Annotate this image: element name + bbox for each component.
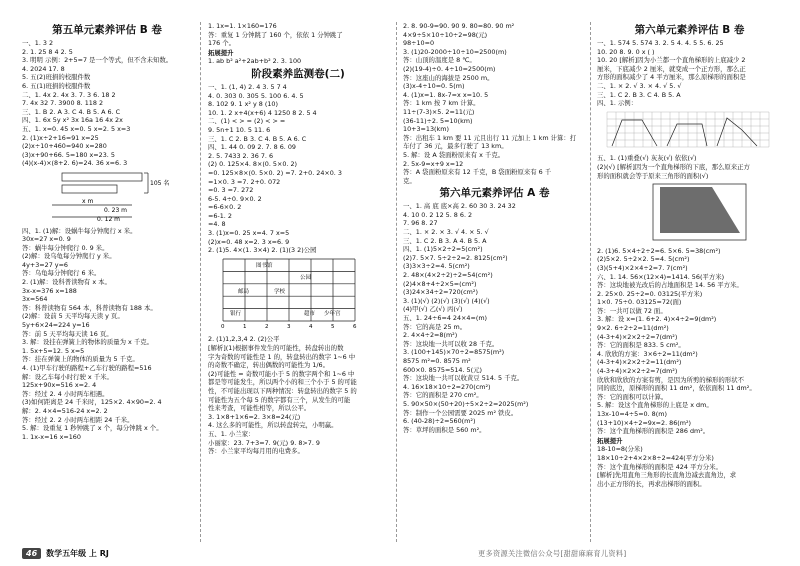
section-title-stage2: 阶段素养监测卷(二) [251, 67, 345, 80]
answer-line: 4. 16×18×10÷2=270(cm²) [403, 382, 491, 391]
answer-line: 9×2. 6÷2÷2=11(dm²) [597, 324, 669, 333]
answer-list-unit5-b [22, 39, 192, 168]
answer-line: 10+3=13(km) [403, 125, 449, 134]
answer-line: 性来考查，可能性相等，所以公平。 [208, 404, 311, 413]
answer-line: 4. (1)x=1. 8x-7=x x=10. 5 [403, 90, 489, 99]
answer-line: 3. 解：设挂在弹簧上的物体的质量为 x 千克。 [22, 338, 154, 347]
answer-line: 5. 90×50×(50+20)÷5×2÷2=2025(m²) [403, 399, 529, 408]
answer-line: (2)解：设乌龟每分钟爬行 y 米。 [22, 252, 116, 261]
map-axis-tick: 0 [221, 323, 225, 330]
answer-line: 3. 解：设 x=(1. 6+2. 4)×4÷2=9(dm²) [597, 315, 717, 324]
answer-line: =0. 3 =7. 272 [208, 186, 254, 195]
shaded-trapezoid-figure [652, 183, 747, 241]
answer-line: 2. 5. 7433 2. 36 7. 6 [208, 151, 274, 160]
column-divider-3 [590, 22, 591, 542]
answer-line: 答：重复 1 分钟跳了 160 个，依依 1 分钟跳了 [208, 30, 343, 39]
answer-line: 字为奇数的可能性是 1 的，转盘转出的数字 1~6 中 [208, 352, 356, 361]
answer-line: 3x=564 [22, 295, 48, 304]
answer-line: 二、(1) < > = (2) < > = [208, 117, 286, 126]
answer-line: 2. (1)5. 4×(1. 3×4) 2. (1)(3 2)公园 [208, 246, 317, 255]
map-label-park: 公园 [300, 274, 312, 281]
answer-line: 4. 2024 17. 8 [22, 64, 65, 73]
answer-line: (4)甲(√) 乙(√) 丙(√) [403, 305, 463, 314]
answer-line: 125x+90x=516 x=2. 4 [22, 381, 97, 390]
answer-line: 3x-x=376 x=188 [22, 286, 77, 295]
answer-line: 答：这块地一共可以收黄豆 514. 5 千克。 [403, 374, 524, 383]
answer-line: 答：一共可以做 72 面。 [597, 306, 667, 315]
answer-line: 解：2. 4×4=516-24 x=2. 2 [22, 406, 108, 415]
answer-line: 2. 48×(4×2÷2)÷2=54(cm²) [403, 271, 493, 280]
answer-line: 3. (1)x=0. 25 x=4. 7 x=5 [208, 229, 290, 238]
answer-line: 同的底边，原梯形的面积 11 dm²，依依面积 11 dm²。 [597, 384, 756, 393]
map-axis-tick: 4 [309, 323, 313, 330]
grid-example-figure [597, 110, 777, 150]
answer-line: 答：A 袋面粉原来有 12 千克，B 袋面粉原来有 6 千 [403, 168, 552, 177]
answer-line: 1. 5x+5=12. 5 x=5 [22, 346, 85, 355]
answer-line: 四、1. (1)5×2÷2=5(cm²) [403, 245, 483, 254]
answer-line: (3)3×3÷2=4. 5(cm²) [403, 262, 470, 271]
answer-line: 答：蜗牛每分钟爬行 0. 9 米。 [22, 243, 109, 252]
answer-line: 18×10÷2+4×2×8÷2=424(平方分米) [597, 453, 714, 462]
answer-list-continued-2 [403, 22, 586, 185]
answer-line: 3. (1)20-2000÷10÷10=2500(m) [403, 47, 507, 56]
answer-line: 10. 1. 2 x+4(x+6) 4 1250 8 2. 5 4 [208, 108, 317, 117]
answer-line: 9. 5n+1 10. 5 11. 6 [208, 125, 271, 134]
answer-line: 10. 20 [解析]因为小兰都一个直角梯形的上底减少 2 [597, 56, 746, 65]
answer-line: 四、1. 示例： [597, 99, 638, 108]
answer-line: (4-3+4)×2×2÷2=11(dm²) [597, 358, 682, 367]
answer-list-stage2 [208, 83, 388, 255]
answer-line: =4. 8 [208, 220, 226, 229]
answer-line: 小丽家：23. 7+3=7. 9(元) 9. 8>7. 9 [208, 438, 320, 447]
answer-line: (2)x=0. 48 x=2. 3 x=6. 9 [208, 237, 290, 246]
answer-line: 四、1. 44 0. 09 2. 7. 8 6. 09 [208, 143, 296, 152]
expand-title: 拓展提升 [208, 48, 234, 57]
expand-answers-2 [597, 445, 782, 488]
answer-line: 一、1. (1, 4) 2. 4 3. 5 7 4 [208, 82, 287, 91]
answer-line: (4)(x-4)×(8+2. 6)=24. 36 x=6. 3 [22, 159, 128, 168]
answer-line: 五、1. x=0. 45 x=0. 5 x=2. 5 x=3 [22, 124, 131, 133]
answer-line: (3)x+90+66. 5=180 x=23. 5 [22, 150, 115, 159]
bar-diagram-label: 105 名 [150, 179, 170, 187]
answer-line: 4. 欣欣的方案：3×6÷2=11(dm²) [597, 349, 698, 358]
answer-line: 三、1. C 2. B 3. C 4. B 5. A [597, 90, 681, 99]
answer-line: 8575 m²=0. 8575 m² [403, 356, 471, 365]
answer-line: 5. 解：设 A 袋面粉原来有 x 千克。 [403, 150, 505, 159]
answer-line: 一、1. 3 2 [22, 39, 54, 47]
answer-line: 克。 [403, 176, 416, 185]
answer-line: 3. (1)(√) (2)(√) (3)(√) (4)(√) [403, 296, 490, 305]
section-title-unit6-a: 第六单元素养评估 A 卷 [439, 187, 550, 200]
answer-line: (3)如何距离是 24 千米时，125×2. 4×90=2. 4 [22, 398, 162, 407]
answer-line: 4y+3=27 y=6 [22, 260, 68, 269]
answer-line: 600×0. 8575=514. 5(元) [403, 365, 483, 374]
answer-line: 5. 解：设重复 1 秒钟跳了 x 个，每分钟跳 x 个。 [22, 424, 163, 433]
answer-line: 答：它的高是 25 m。 [403, 322, 467, 331]
answer-line: 4. 这么多的可能性，所以转盘转完，小明赢。 [208, 421, 338, 430]
answer-line: 6. (40-28)÷2=560(m²) [403, 417, 476, 426]
answer-line: 13x-10=4÷5=0. 8(m) [597, 410, 667, 418]
expand-title-2: 拓展提升 [597, 436, 623, 445]
answer-line: 1×0. 75÷0. 03125=72(面) [597, 298, 682, 307]
answer-line: 2. 4×4÷2=8(m²) [403, 331, 458, 340]
answer-line: 答：这块地一共可以收 28 千克。 [403, 339, 499, 348]
answer-line: 1. 1x=1. 1×160=176 [208, 22, 277, 30]
answer-line: 2. (1)解：设科普读物有 x 本。 [22, 278, 111, 287]
answer-line: 1. 1x-x=16 x=160 [22, 432, 81, 441]
answer-line: 性，不可能出现以下两种情况：转盘转出的数字 5 的 [208, 387, 357, 395]
answer-line: 答：挂在弹簧上的物体的质量为 5 千克。 [22, 355, 139, 364]
answer-line: 1. ab b² a²+2ab+b² 2. 3. 100 [208, 57, 302, 66]
answer-line: 五、1. 24÷6=4 24×4=(m) [403, 314, 488, 322]
answer-line: =6-6×0. 2 [208, 203, 242, 212]
answer-line: (2)可能性 = 奇数可能小于 5 的数字两个和 1~6 中 [208, 369, 355, 378]
map-label-library: 图书馆 [256, 262, 273, 269]
answer-line: 二、1. × 2. √ 3. × 4. √ 5. √ [597, 81, 682, 90]
answer-line: 3. 明明 示例：2+5=7 是一个等式，但不含未知数。 [22, 56, 173, 65]
answer-line: 4×9÷5×10÷10÷2=98(元) [403, 30, 488, 39]
answer-line: 形的面积就会等于原来三角形的面积(√) [597, 171, 709, 180]
column-2 [208, 22, 388, 456]
answer-line: 8. 102 9. 1 x² y 8 (10) [208, 100, 278, 109]
answer-line: [解析](1)根据事件发生的可能性，转盘转出的数 [208, 344, 344, 353]
bar-diagram [22, 170, 192, 222]
watermark-text: 更多资源关注微信公众号[甜甜麻麻育儿资料] [478, 549, 627, 558]
answer-line: (2)(√) [解析]因为一个直角梯形的下底，那么原来正方 [597, 162, 750, 171]
answer-line: (13+10)×4÷2=9x=2. 86(m²) [597, 418, 692, 427]
map-label-bank: 银行 [230, 310, 242, 317]
answer-line: 答：制作一个公园需要 2025 m² 铁皮。 [403, 408, 518, 417]
answer-line: (2)(19-4)÷0. 4÷10=2500(m) [403, 64, 496, 73]
answer-line: 答：经过 2. 2 小时两车相距 24 千米。 [22, 415, 134, 424]
map-axis-tick: 3 [287, 323, 291, 330]
answer-line: 五、1. 小兰家： [208, 429, 255, 438]
answer-line: 出小正方形的长，再求出梯形的面积。 [597, 479, 706, 488]
answer-line: (3)x-4÷10=0. 5(m) [403, 82, 465, 91]
answer-line: 5. 五(2)班捐的校服件数 [22, 73, 91, 82]
answer-line: (4-3+4)×2×2÷2=7(dm²) [597, 367, 678, 376]
answer-line: 答：这座山的海拔是 2500 m。 [403, 73, 494, 82]
page-number: 46 [22, 548, 41, 559]
answer-line: 的奇数不确定，转出偶数的可能性为 1/6。 [208, 361, 329, 370]
answer-line: 30x=27 x=0. 9 [22, 235, 71, 244]
section-title-unit5-b: 第五单元素养评估 B 卷 [52, 24, 162, 36]
answer-line: 5y+6×24=224 y=16 [22, 321, 90, 330]
answer-line: 答：出租车 1 km 要 11 元且出行 11 元加上 1 km 计算：打 [403, 133, 577, 142]
column-1 [22, 22, 192, 441]
answer-line: (4-3+4)×2×2÷2=7(dm²) [597, 332, 678, 341]
answer-line: 一、1. 574 5. 574 3. 2. 5 4. 4. 5 5. 6. 25 [597, 39, 724, 47]
answer-line: 18-10=8(分米) [597, 445, 643, 454]
map-axis-tick: 1 [243, 323, 247, 330]
answer-list-unit6-b-part3 [597, 247, 782, 436]
answer-list-unit6-b [597, 39, 782, 108]
answer-line: =1×0. 3 =7. 2+0. 072 [208, 177, 281, 186]
answer-line: 答：草坪的面积是 560 m²。 [403, 425, 486, 434]
answer-line: 6. 五(1)班捐的校服件数 [22, 81, 91, 90]
answer-line: 11÷(7-3)×5. 2=11(元) [403, 107, 475, 116]
footer-title: 数学五年级 上 RJ [46, 549, 109, 558]
answer-line: 可能性为五个每 5 的数字都有三个，从发生的可能 [208, 395, 351, 404]
answer-line: 六、1. 14. 56×(12×4)=1414. 56(平方米) [597, 272, 725, 281]
answer-line: (2)x÷10+460=940 x=280 [22, 142, 107, 151]
column-divider-2 [396, 22, 397, 542]
answer-line: 车付了 36 元，最多行驶了 13 km。 [403, 142, 508, 151]
answer-line: 6-5. 4÷0. 9×0. 2 [208, 194, 262, 203]
answer-line: (2)7. 5×7. 5÷2÷2=2. 8125(cm²) [403, 253, 508, 262]
answer-line: =0. 125×8×(0. 5×0. 2) =7. 2+0. 24×0. 3 [208, 168, 342, 177]
answer-line: 答：经过 2. 4 小时两车相遇。 [22, 389, 109, 398]
answer-line: 三、1. C 2. B 3. A 4. B 5. A [403, 236, 487, 245]
answer-line: 都是等可能发生，所以两个小的和三个小于 5 的可能 [208, 378, 357, 387]
answer-line: 4. 0. 303 0. 305 5. 100 6. 4. 5 [208, 91, 304, 100]
segment-label-x: x m [82, 197, 94, 205]
coordinate-map [208, 257, 378, 331]
answer-line: 答：它的面积是 833. 5 cm²。 [597, 341, 685, 350]
answer-line: 二、1. × 2. × 3. √ 4. × 5. √ [403, 228, 489, 237]
answer-line: [解析]先用直角三角形的长直角边减去直角边，求 [597, 471, 737, 480]
segment-label-023: 0. 23 m [104, 206, 128, 214]
map-axis-tick: 5 [331, 323, 335, 330]
answer-line: 176 个。 [208, 39, 236, 48]
answer-list-unit6-a [403, 202, 586, 434]
column-3 [403, 22, 586, 434]
answer-line: (2)4×8+4÷2×5=(cm²) [403, 279, 477, 288]
answer-line: 5. 解：设这个直角梯形的上底是 x dm。 [597, 401, 713, 410]
answer-line: 答：它的面积是 270 cm²。 [403, 391, 483, 400]
map-label-youth: 少年宫 [324, 310, 341, 317]
segment-label-012: 0. 12 m [97, 215, 121, 222]
answer-line: =6-1. 2 [208, 211, 232, 220]
map-label-post: 邮局 [238, 288, 250, 295]
answer-line: 3. 1×8+1×6=2. 3×8=24(元) [208, 412, 301, 421]
answer-line: 2. (1)1,2,3,4 2. (2)公平 [208, 335, 280, 344]
answer-line: 解：设乙车每小时行驶 x 千米。 [22, 372, 113, 381]
section-title-unit6-b: 第六单元素养评估 B 卷 [634, 24, 745, 36]
answer-line: 4. (1)甲车行驶的路程+乙车行驶的路程=516 [22, 364, 152, 372]
answer-line: (2)解：设前 5 天平均每天读 y 页。 [22, 312, 124, 321]
map-axis-tick: 6 [353, 323, 357, 330]
page-footer [22, 548, 109, 559]
answer-line: 2. 25×0. 25÷2=0. 03125(平方米) [597, 289, 703, 298]
answer-line: 答：山顶的温度是 8 ℃。 [403, 56, 476, 65]
answer-line: 4. 10 0. 2 12 5. 8 6. 2 [403, 210, 473, 219]
answer-line: 7. 4x 32 7. 3900 8. 118 2 [22, 99, 104, 108]
answer-line: (36-11)÷2. 5=10(km) [403, 116, 473, 125]
column-divider-1 [200, 22, 201, 542]
answer-list-unit5-b-part2 [22, 227, 192, 442]
map-label-market: 超市 [304, 310, 316, 317]
answer-line: 98÷10=0 [403, 39, 435, 48]
answer-line: 欣欣和欣欣的方案有剪，是因为所剪的梯形的形状不 [597, 375, 744, 384]
answer-line: 三、1. C 2. B 3. C 4. B 5. A 6. C [208, 134, 307, 143]
answer-line: 2. 5x-9=x+9 x=12 [403, 159, 464, 168]
answer-line: (2)5×2. 5÷2×2. 5=4. 5(cm²) [597, 255, 690, 264]
answer-line: 答：这个直角梯形的面积是 424 平方分米。 [597, 462, 722, 471]
answer-line: 答：1 km 按 7 km 计算。 [403, 99, 480, 108]
answer-line: 一、1. 高 底 底×高 2. 60 30 3. 24 32 [403, 202, 516, 211]
answer-line: (3)24×34÷2=720(cm²) [403, 288, 478, 297]
answer-line: 10. 20 8. 9. 0 x ( ) [597, 47, 655, 56]
column-4 [597, 22, 782, 488]
answer-line: 2. (1)6. 5×4÷2÷2=6. 5×6. 5=38(cm²) [597, 246, 721, 255]
answer-line: 三、1. B 2. A 3. C 4. B 5. A 6. C [22, 107, 121, 116]
answer-line: 2. 1. 25 8 4 2. 5 [22, 47, 73, 56]
answer-line: 二、1. 4x 2. 4x 3. 7. 3 6. 18 2 [22, 90, 116, 99]
answer-line: 厘米，下底减少 2 厘米，就变成一个正方形，那么正 [597, 64, 746, 73]
answer-line: 答：这块地被光改后的占地面积是 14. 56 平方米。 [597, 281, 743, 290]
answer-line: 答：它的面积可以计算。 [597, 392, 668, 401]
answer-line: 7. 96 8. 27 [403, 219, 438, 228]
answer-line: 3. (100+145)×70÷2=8575(m²) [403, 348, 505, 357]
answer-list-stage2-part2 [208, 335, 388, 455]
answer-list-continued [208, 22, 388, 48]
answer-line: 2. 8. 90-9=90. 90 9. 80=80. 90 m² [403, 22, 515, 30]
map-axis-tick: 2 [265, 323, 269, 330]
answer-line: 五、1. (1)重叠(√) 灰灰(√) 依依(√) [597, 154, 697, 163]
map-label-school: 学校 [274, 288, 286, 295]
answer-line: 答：这个直角梯形的面积是 286 dm²。 [597, 427, 710, 436]
answer-line: 答：小兰家平均每月用的电费多。 [208, 447, 304, 456]
answer-line: 方形的面积减少了 4 平方厘米，那么原梯形的面积是 [597, 73, 746, 82]
answer-list-unit6-b-part2 [597, 154, 782, 180]
expand-answers [208, 57, 388, 66]
answer-line: 答：前 5 天平均每天读 16 页。 [22, 329, 113, 338]
answer-line: (3)(5+4)×2×4÷2=7. 7(cm²) [597, 263, 688, 272]
answer-line: 答：乌龟每分钟爬行 6 米。 [22, 269, 101, 278]
answer-line: 四、1. (1)解：设蜗牛每分钟爬行 x 米。 [22, 226, 137, 235]
answer-line: (2) 0. 125×4. 8×(0. 5×0. 2) [208, 160, 298, 169]
answer-line: 四、1. 6x 5y x² 3x 16a 16 4x 2x [22, 116, 123, 125]
answer-line: 2. (1)x÷2+16=91 x=25 [22, 133, 99, 142]
answer-line: 答：科普读物有 564 本，科普读物有 188 本。 [22, 303, 157, 312]
